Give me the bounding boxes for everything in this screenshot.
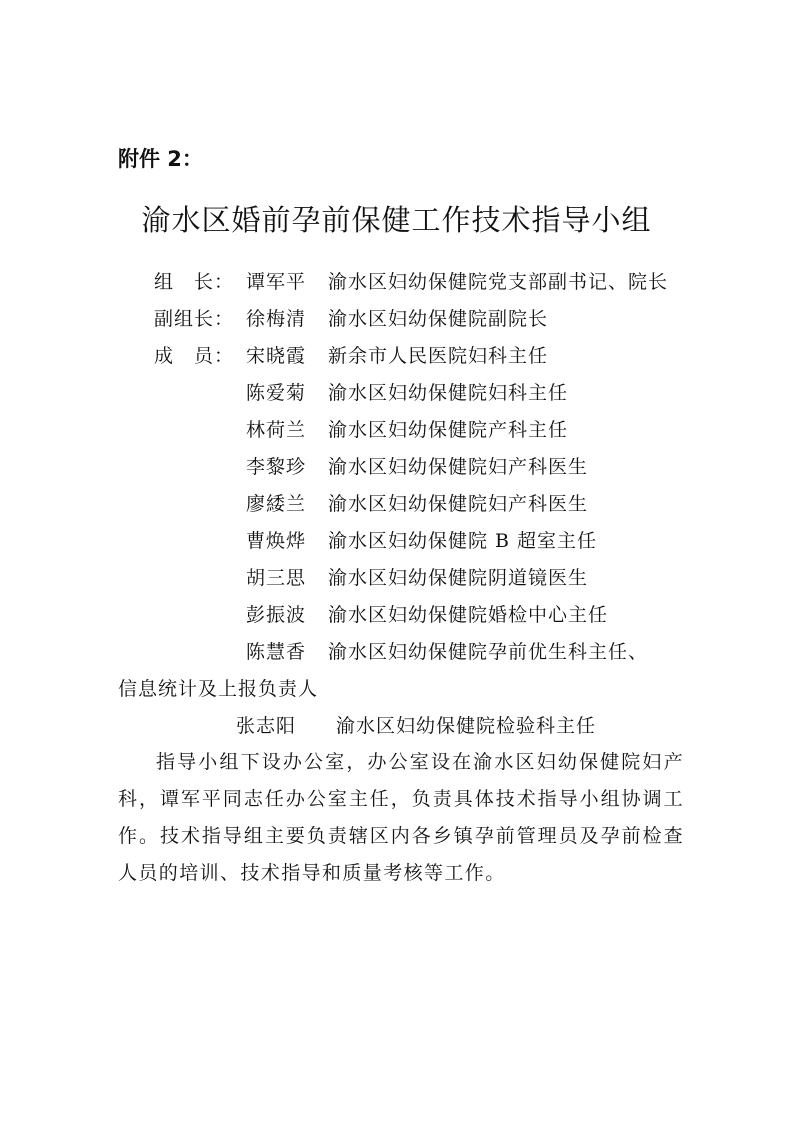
- member-position: 渝水区妇幼保健院妇科主任: [328, 382, 569, 404]
- member-row-last: [118, 708, 688, 745]
- member-name: 谭军平: [246, 271, 307, 293]
- member-name: 胡三思: [246, 567, 307, 589]
- member-list: [118, 264, 688, 745]
- member-position: 渝水区妇幼保健院婚检中心主任: [328, 604, 609, 626]
- member-name: 彭振波: [246, 604, 307, 626]
- office-paragraph: 指导小组下设办公室，办公室设在渝水区妇幼保健院妇产科，谭军平同志任办公室主任，负责具体技术指导小组协调工作。技术指导组主要负责辖区内各乡镇孕前管理员及孕前检查人员的培训、技术指导和质量考核等工作。: [118, 751, 684, 884]
- member-row-leader: [118, 264, 688, 301]
- member-role: 成 员：: [154, 345, 235, 367]
- member-position: 渝水区妇幼保健院检验科主任: [336, 715, 597, 737]
- member-row: [118, 375, 688, 412]
- member-name: 李黎珍: [246, 456, 307, 478]
- member-name: 陈爱菊: [246, 382, 307, 404]
- member-name: 宋晓霞: [246, 345, 307, 367]
- member-position: 渝水区妇幼保健院孕前优生科主任、: [328, 641, 649, 663]
- member-position: 渝水区妇幼保健院妇产科医生: [328, 456, 589, 478]
- member-position: 渝水区妇幼保健院副院长: [328, 308, 549, 330]
- member-name: 陈慧香: [246, 641, 307, 663]
- member-position: 渝水区妇幼保健院阴道镜医生: [328, 567, 589, 589]
- member-position: 渝水区妇幼保健院妇产科医生: [328, 493, 589, 515]
- document-title: 渝水区婚前孕前保健工作技术指导小组: [141, 203, 652, 237]
- member-name: 廖緌兰: [246, 493, 307, 515]
- member-row: [118, 449, 688, 486]
- member-position: 渝水区妇幼保健院产科主任: [328, 419, 569, 441]
- member-name: 徐梅清: [246, 308, 307, 330]
- member-row: [118, 338, 688, 375]
- member-position: 渝水区妇幼保健院 B 超室主任: [328, 530, 598, 552]
- member-row: [118, 597, 688, 634]
- member-row-deputy: [118, 301, 688, 338]
- member-row: [118, 412, 688, 449]
- attachment-label: 附件 2：: [118, 147, 203, 171]
- member-name: 林荷兰: [246, 419, 307, 441]
- member-position: 渝水区妇幼保健院党支部副书记、院长: [328, 271, 669, 293]
- member-name: 张志阳: [236, 715, 297, 737]
- member-role: 副组长：: [154, 308, 235, 330]
- member-position: 新余市人民医院妇科主任: [328, 345, 549, 367]
- member-name: 曹焕烨: [246, 530, 307, 552]
- member-row: [118, 560, 688, 597]
- member-row: [118, 634, 688, 671]
- member-position-continuation: 信息统计及上报负责人: [118, 678, 319, 700]
- member-role: 组 长：: [154, 271, 235, 293]
- member-row: [118, 523, 688, 560]
- member-row: [118, 486, 688, 523]
